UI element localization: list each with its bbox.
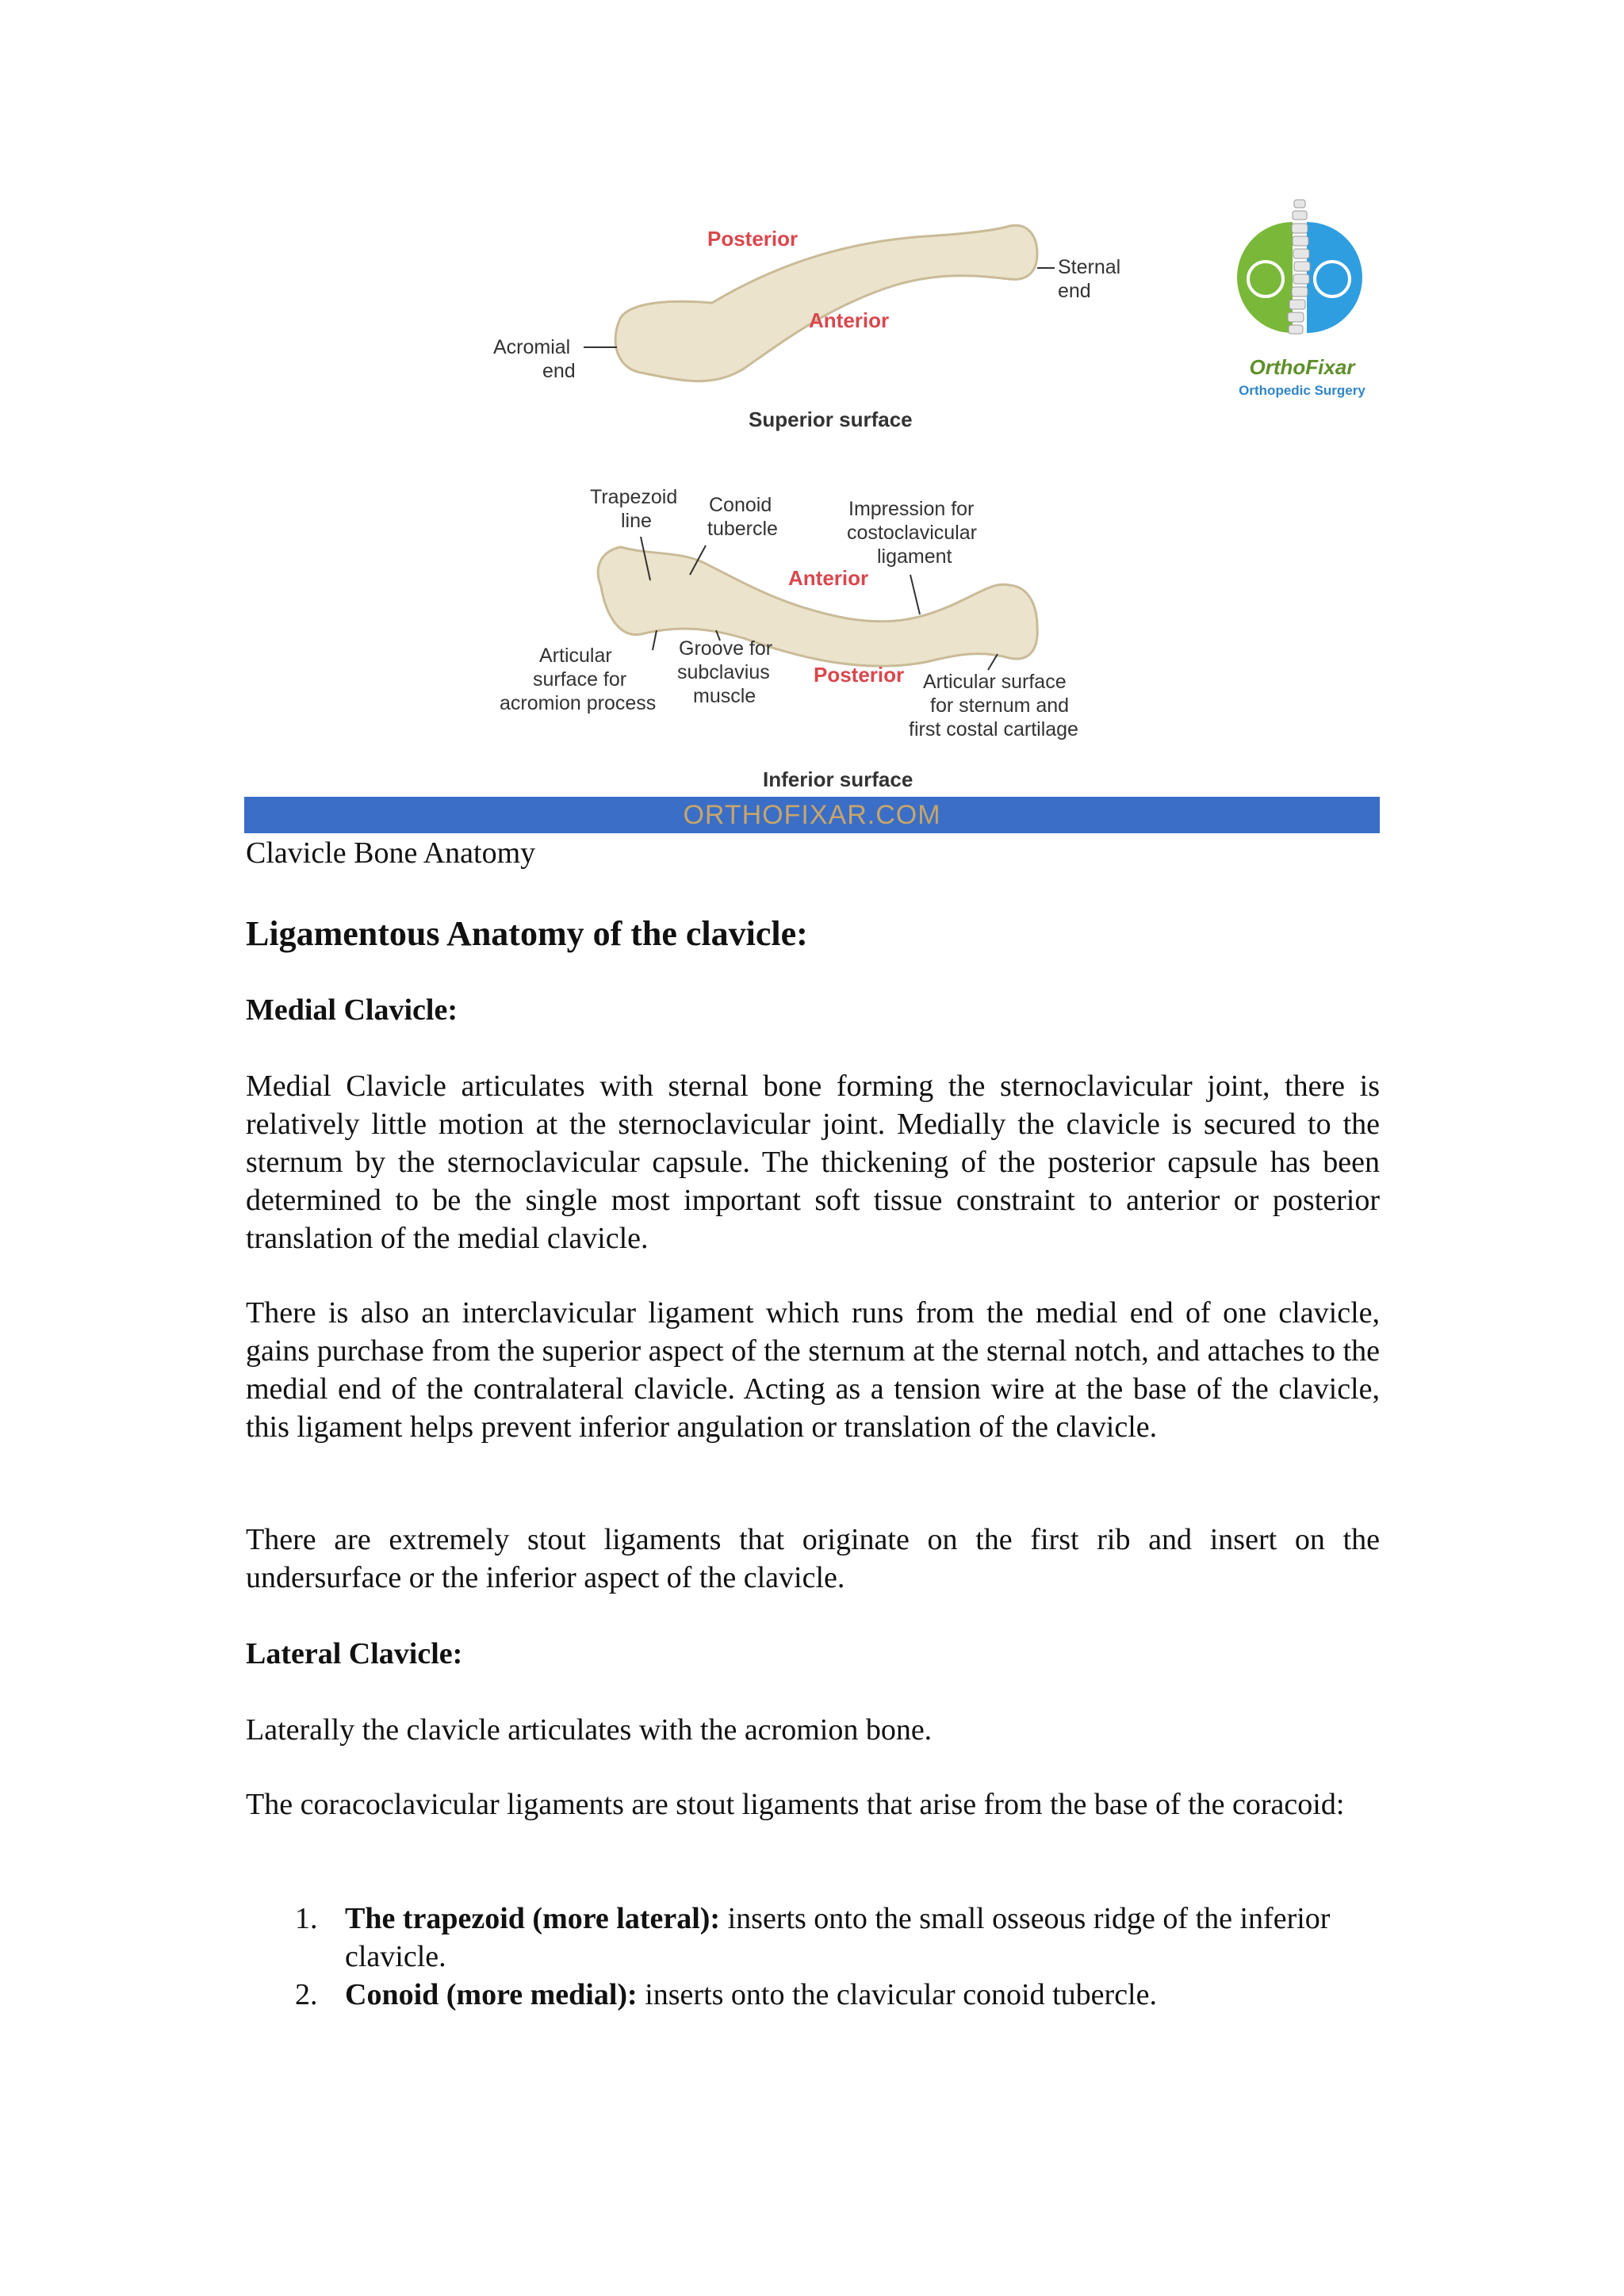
inferior-surface-title: Inferior surface (763, 767, 914, 791)
sternal-end-line1: Sternal (1058, 256, 1121, 278)
logo-graphic (1213, 190, 1388, 412)
medial-clavicle-heading: Medial Clavicle: (246, 993, 458, 1027)
lateral-paragraph-1: Laterally the clavicle articulates with the acromion bone. (246, 1713, 933, 1747)
impression-line3: ligament (877, 545, 952, 568)
medial-paragraph-3: There are extremely stout ligaments that originate on the first rib and insert on the undersurface or the inferior aspect of the clavicle. (246, 1523, 1380, 1594)
superior-anterior-label: Anterior (809, 308, 890, 332)
figure-caption: Clavicle Bone Anatomy (246, 836, 536, 870)
superior-surface-title: Superior surface (749, 408, 913, 431)
orthofixar-logo (1213, 190, 1388, 412)
site-banner: ORTHOFIXAR.COM (244, 797, 1380, 833)
articular-acromion-line1: Articular (539, 645, 612, 667)
superior-posterior-label: Posterior (707, 227, 799, 251)
lateral-paragraph-2: The coracoclavicular ligaments are stout ligaments that arise from the base of the coracoid: (246, 1788, 1345, 1821)
groove-line2: subclavius (677, 661, 770, 683)
list-item-text: inserts onto the small osseous ridge of the inferior clavicle. (345, 1902, 1331, 1973)
logo-name: OrthoFixar (1249, 355, 1355, 379)
conoid-line2: tubercle (707, 518, 778, 540)
list-item-text: inserts onto the clavicular conoid tubercle. (637, 1978, 1157, 2011)
medial-paragraph-1: Medial Clavicle articulates with sternal bone forming the sternoclavicular joint, there is relatively little motion at the sternoclavicular joint. Medially the clavicle is secured to the sternum by the sternoclavicular capsule. The thickening of the posterior capsule has been determined to be the single most important soft tissue constraint to anterior or posterior translation of the medial clavicle. (246, 1070, 1380, 1255)
articular-sternum-line1: Articular surface (923, 671, 1067, 693)
logo-tagline: Orthopedic Surgery (1239, 383, 1365, 398)
groove-line3: muscle (693, 685, 756, 707)
list-item-number: 2. (295, 1978, 318, 2011)
inferior-anterior-label: Anterior (788, 566, 869, 590)
conoid-line1: Conoid (709, 494, 772, 516)
trapezoid-line1: Trapezoid (590, 486, 678, 508)
superior-clavicle-bone (615, 225, 1037, 381)
list-item (246, 1976, 1380, 2014)
groove-line1: Groove for (679, 637, 773, 660)
trapezoid-line2: line (621, 510, 652, 532)
articular-sternum-line2: for sternum and (930, 695, 1070, 717)
list-item-number: 1. (295, 1902, 318, 1935)
inferior-posterior-label: Posterior (814, 663, 905, 687)
ligament-list (246, 1900, 1380, 2014)
list-item (246, 1900, 1380, 1976)
medial-paragraph-2: There is also an interclavicular ligament which runs from the medial end of one clavicle, gains purchase from the superior aspect of the sternum at the sternal notch, and attaches to the medial end of the contralateral clavicle. Acting as a tension wire at the base of the clavicle, this ligament helps prevent inferior angulation or translation of the clavicle. (246, 1296, 1380, 1444)
articular-acromion-line3: acromion process (500, 692, 657, 714)
impression-line1: Impression for (848, 498, 975, 520)
articular-acromion-line2: surface for (533, 668, 627, 691)
list-item-term: The trapezoid (more lateral): (345, 1902, 721, 1935)
acromial-end-line1: Acromial (493, 336, 571, 358)
sternal-end-line2: end (1058, 280, 1091, 302)
lateral-clavicle-heading: Lateral Clavicle: (246, 1637, 463, 1670)
acromial-end-line2: end (542, 360, 576, 382)
inferior-clavicle-bone (598, 547, 1037, 666)
impression-line2: costoclavicular (847, 522, 977, 544)
list-item-term: Conoid (more medial): (345, 1978, 638, 2011)
main-heading: Ligamentous Anatomy of the clavicle: (246, 914, 808, 953)
articular-sternum-line3: first costal cartilage (909, 718, 1078, 740)
